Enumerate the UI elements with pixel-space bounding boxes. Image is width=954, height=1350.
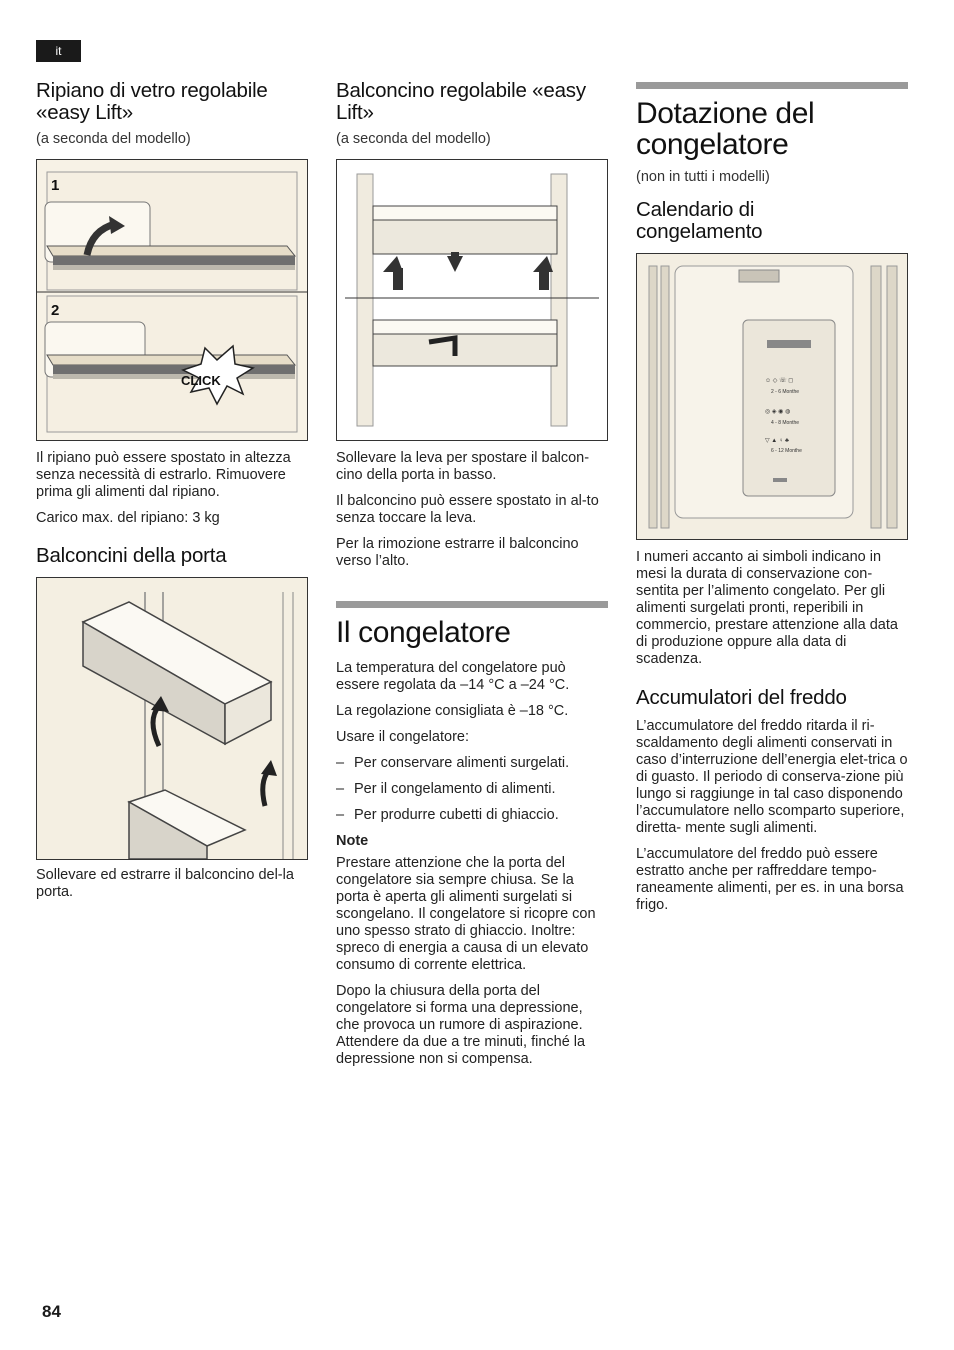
language-badge: it [36, 40, 81, 62]
calendar-figure [636, 253, 908, 540]
column-right [636, 80, 908, 914]
svg-text:☺ ◇ ☏ ◻: ☺ ◇ ☏ ◻ [765, 378, 794, 384]
door-illustration [37, 578, 307, 859]
note-text-1: Prestare attenzione che la porta del congelatore sia sempre chiusa. Se la porta è aperta gli alimenti surgelati si scongelano. Il congelatore si ricopre con uno spesso strato di ghiaccio. Inoltre: spreco di energia a causa di un elevato consumo di corrente elettrica. [336, 855, 596, 973]
freezer-text-2: La regolazione consigliata è –18 °C. [336, 703, 569, 719]
shelf-text-1: Il ripiano può essere spostato in altezza senza necessità di estrarlo. Rimuovere prima gli alimenti dal ripiano. [36, 450, 291, 500]
svg-text:▽ ▲ ♀ ♣: ▽ ▲ ♀ ♣ [765, 438, 789, 444]
click-label: CLICK [181, 373, 221, 388]
page-number: 84 [42, 1302, 61, 1321]
freezer-list-item: – Per il congelamento di alimenti. [336, 781, 608, 798]
calendar-illustration [637, 254, 907, 539]
balcony-text-1: Sollevare la leva per spostare il balcon-cino della porta in basso. [336, 450, 590, 483]
freezer-heading: Il congelatore [336, 616, 511, 649]
equipment-heading: Dotazione del congelatore [636, 97, 815, 161]
door-figure [36, 577, 308, 860]
freezer-text-1: La temperatura del congelatore può essere regolata da –14 °C a –24 °C. [336, 660, 570, 693]
freezer-list-item: – Per produrre cubetti di ghiaccio. [336, 807, 608, 824]
shelf-figure [36, 159, 308, 441]
shelf-subtitle: (a seconda del modello) [36, 131, 191, 147]
svg-text:◎ ◈ ◉ ◍: ◎ ◈ ◉ ◍ [765, 409, 791, 415]
cold-accumulator-heading: Accumulatori del freddo [636, 686, 847, 709]
balcony-subtitle: (a seconda del modello) [336, 131, 491, 147]
balcony-text-3: Per la rimozione estrarre il balconcino verso l’alto. [336, 536, 579, 569]
equipment-subtitle: (non in tutti i modelli) [636, 169, 770, 185]
calendar-label-3: 6 - 12 Monthe [771, 448, 802, 454]
balcony-text-2: Il balconcino può essere spostato in al-to senza toccare la leva. [336, 493, 599, 526]
calendar-text-1: I numeri accanto ai simboli indicano in mesi la durata di conservazione con-sentita per l’alimento congelato. Per gli alimenti surgelati pronti, reperibili in commercio, prestare attenzione alla data di produzione oppure alla data di scadenza. [636, 549, 898, 667]
door-text-1: Sollevare ed estrarre il balconcino del-la porta. [36, 867, 294, 900]
cold-text-2: L’accumulatore del freddo può essere estratto anche per raffreddare tempo-raneamente alimenti, per es. in una borsa frigo. [636, 846, 904, 913]
step-label-2: 2 [51, 302, 60, 319]
door-heading: Balconcini della porta [36, 544, 227, 567]
freezer-list-item: – Per conservare alimenti surgelati. [336, 755, 608, 772]
column-left [36, 80, 308, 901]
freezer-text-3: Usare il congelatore: [336, 729, 469, 745]
note-label: Note [336, 833, 369, 849]
column-middle [336, 80, 608, 1068]
step-label-1: 1 [51, 177, 60, 194]
note-text-2: Dopo la chiusura della porta del congelatore si forma una depressione, che provoca un rumore di aspirazione. Attendere da due a tre minuti, finché la depressione non si compensa. [336, 983, 586, 1067]
balcony-heading: Balconcino regolabile «easy Lift» [336, 79, 586, 124]
calendar-heading: Calendario di congelamento [636, 198, 763, 243]
section-rule [336, 601, 608, 608]
shelf-text-2: Carico max. del ripiano: 3 kg [36, 510, 220, 526]
calendar-label-1: 2 - 6 Monthe [771, 389, 800, 395]
shelf-illustration [37, 160, 307, 440]
shelf-heading: Ripiano di vetro regolabile «easy Lift» [36, 79, 268, 124]
calendar-label-2: 4 - 8 Monthe [771, 420, 800, 426]
cold-text-1: L’accumulatore del freddo ritarda il ri-scaldamento degli alimenti conservati in caso d’interruzione dell’energia elet-trica o di guasto. Il periodo di conserva-zione più lungo si raggiunge in tal caso disponendo l’accumulatore nello scomparto superiore, diretta- mente sugli alimenti. [636, 718, 908, 836]
section-rule [636, 82, 908, 89]
balcony-figure [336, 159, 608, 441]
balcony-illustration [337, 160, 607, 440]
